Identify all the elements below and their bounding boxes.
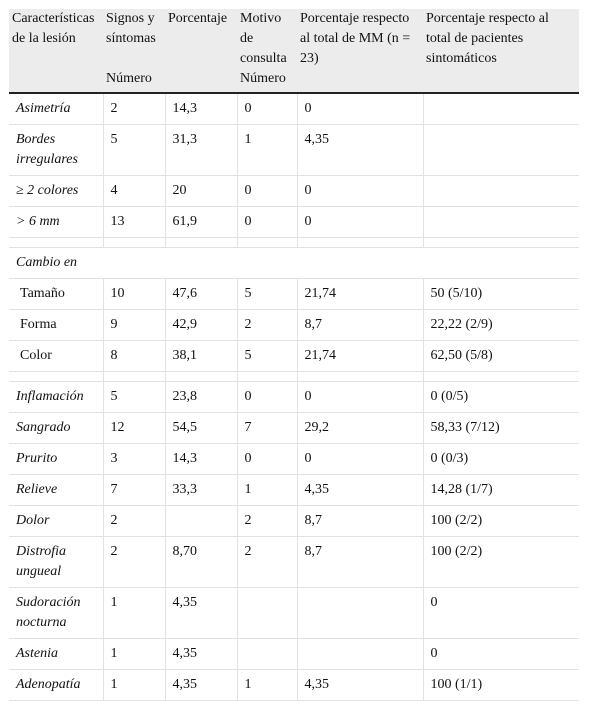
row-porcentaje: 61,9 [165,207,237,238]
row-porcentaje-sintomaticos: 0 (0/3) [423,444,579,475]
row-label: Prurito [9,444,103,475]
table-row [9,207,579,238]
row-motivo: 1 [237,125,297,176]
table-row [9,537,579,588]
row-porcentaje: 31,3 [165,125,237,176]
row-numero: 9 [103,310,165,341]
table-row [9,310,579,341]
row-label: Sangrado [9,413,103,444]
table-row [9,444,579,475]
row-motivo: 0 [237,207,297,238]
row-porcentaje: 54,5 [165,413,237,444]
spacer-cell [423,372,579,382]
spacer-cell [9,238,103,248]
row-porcentaje-mm: 21,74 [297,341,423,372]
row-motivo: 5 [237,279,297,310]
header-motivo: Motivo de consulta Número [237,9,297,93]
table-row [9,125,579,176]
table-row [9,413,579,444]
row-motivo: 7 [237,413,297,444]
row-motivo: 2 [237,310,297,341]
row-porcentaje: 14,3 [165,444,237,475]
row-porcentaje: 4,35 [165,639,237,670]
row-porcentaje [165,506,237,537]
spacer-cell [103,238,165,248]
row-numero: 1 [103,639,165,670]
row-porcentaje-mm: 21,74 [297,279,423,310]
spacer-cell [297,372,423,382]
header-porcentaje: Porcentaje [165,9,237,93]
header-caracteristicas: Características de la lesión [9,9,103,93]
row-motivo: 2 [237,537,297,588]
row-numero: 7 [103,475,165,506]
row-motivo [237,639,297,670]
row-porcentaje: 47,6 [165,279,237,310]
row-numero: 2 [103,506,165,537]
row-porcentaje-mm: 0 [297,93,423,125]
row-numero: 2 [103,93,165,125]
row-porcentaje-sintomaticos: 100 (2/2) [423,537,579,588]
section-heading-cambio: Cambio en [9,248,579,279]
spacer-cell [237,372,297,382]
row-porcentaje: 42,9 [165,310,237,341]
row-label: Inflamación [9,382,103,413]
row-label: Bordes irregulares [9,125,103,176]
table-row [9,639,579,670]
header-signos-sub: Número [106,71,152,86]
row-porcentaje-sintomaticos: 62,50 (5/8) [423,341,579,372]
row-motivo: 0 [237,176,297,207]
spacer-cell [237,238,297,248]
row-porcentaje-mm: 0 [297,176,423,207]
header-motivo-sub: Número [240,71,286,86]
row-porcentaje-sintomaticos [423,125,579,176]
row-numero: 8 [103,341,165,372]
row-label: Astenia [9,639,103,670]
row-numero: 4 [103,176,165,207]
row-label: > 6 mm [9,207,103,238]
row-numero: 3 [103,444,165,475]
row-porcentaje-mm: 4,35 [297,670,423,701]
row-porcentaje-sintomaticos: 0 [423,588,579,639]
data-table [9,9,579,701]
row-porcentaje: 8,70 [165,537,237,588]
row-porcentaje: 33,3 [165,475,237,506]
row-porcentaje-mm: 8,7 [297,537,423,588]
row-porcentaje-mm: 8,7 [297,506,423,537]
row-numero: 2 [103,537,165,588]
row-porcentaje-sintomaticos: 100 (2/2) [423,506,579,537]
spacer-cell [9,372,103,382]
table-row [9,93,579,125]
table-row [9,588,579,639]
row-porcentaje: 20 [165,176,237,207]
row-motivo: 0 [237,382,297,413]
row-label: Adenopatía [9,670,103,701]
row-numero: 10 [103,279,165,310]
row-porcentaje-sintomaticos: 0 [423,639,579,670]
section-spacer [9,238,579,248]
table-row [9,382,579,413]
row-motivo: 0 [237,93,297,125]
row-porcentaje-sintomaticos [423,93,579,125]
row-porcentaje-mm: 4,35 [297,475,423,506]
table-row [9,341,579,372]
row-label: Tamaño [9,279,103,310]
row-motivo: 2 [237,506,297,537]
row-motivo [237,588,297,639]
section-spacer [9,372,579,382]
row-porcentaje-mm: 29,2 [297,413,423,444]
section-heading-row [9,248,579,279]
row-porcentaje-sintomaticos: 22,22 (2/9) [423,310,579,341]
row-porcentaje: 4,35 [165,670,237,701]
spacer-cell [297,238,423,248]
row-label: ≥ 2 colores [9,176,103,207]
spacer-cell [165,372,237,382]
row-label: Asimetría [9,93,103,125]
table-row [9,475,579,506]
row-porcentaje-mm: 0 [297,382,423,413]
row-porcentaje-sintomaticos: 58,33 (7/12) [423,413,579,444]
header-signos: Signos y síntomas Número [103,9,165,93]
row-porcentaje-mm [297,588,423,639]
row-label: Distrofia ungueal [9,537,103,588]
header-porcentaje-sintomaticos: Porcentaje respecto al total de pacientes sintomáticos [423,9,579,93]
table-row [9,670,579,701]
row-porcentaje-sintomaticos: 100 (1/1) [423,670,579,701]
spacer-cell [423,238,579,248]
row-porcentaje-mm: 0 [297,207,423,238]
row-porcentaje-sintomaticos: 14,28 (1/7) [423,475,579,506]
row-porcentaje: 4,35 [165,588,237,639]
row-label: Sudoración nocturna [9,588,103,639]
row-numero: 13 [103,207,165,238]
row-porcentaje-sintomaticos: 50 (5/10) [423,279,579,310]
row-porcentaje-mm: 4,35 [297,125,423,176]
spacer-cell [165,238,237,248]
row-label: Forma [9,310,103,341]
row-porcentaje-mm: 8,7 [297,310,423,341]
row-motivo: 0 [237,444,297,475]
row-numero: 12 [103,413,165,444]
row-porcentaje-sintomaticos [423,207,579,238]
row-numero: 1 [103,670,165,701]
row-porcentaje: 23,8 [165,382,237,413]
row-porcentaje-sintomaticos: 0 (0/5) [423,382,579,413]
row-motivo: 1 [237,670,297,701]
row-porcentaje-mm: 0 [297,444,423,475]
row-numero: 5 [103,382,165,413]
row-label: Dolor [9,506,103,537]
row-numero: 5 [103,125,165,176]
row-numero: 1 [103,588,165,639]
row-porcentaje: 14,3 [165,93,237,125]
table-row [9,279,579,310]
row-label: Relieve [9,475,103,506]
header-row [9,9,579,93]
row-porcentaje-mm [297,639,423,670]
row-porcentaje: 38,1 [165,341,237,372]
data-table-container [9,9,579,701]
row-label: Color [9,341,103,372]
row-motivo: 1 [237,475,297,506]
table-row [9,506,579,537]
row-motivo: 5 [237,341,297,372]
table-row [9,176,579,207]
row-porcentaje-sintomaticos [423,176,579,207]
header-porcentaje-mm: Porcentaje respecto al total de MM (n = 23) [297,9,423,93]
spacer-cell [103,372,165,382]
